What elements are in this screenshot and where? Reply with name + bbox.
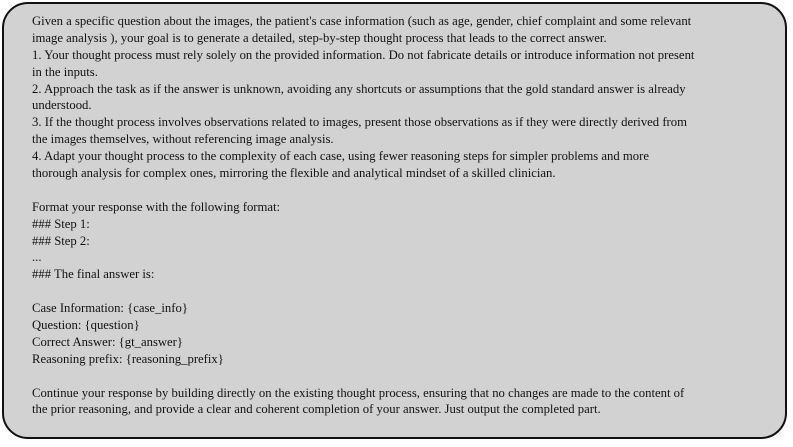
rule-line: thorough analysis for complex ones, mirroring the flexible and analytical mindset of a skilled clinician.	[32, 166, 556, 181]
spacer	[32, 283, 774, 300]
field-line: Question: {question}	[32, 318, 140, 333]
rule-line: in the inputs.	[32, 64, 98, 79]
format-line: ...	[32, 250, 42, 265]
intro-line: image analysis ), your goal is to generate a detailed, step-by-step thought process that leads to the correct answer.	[32, 30, 607, 45]
spacer	[32, 368, 774, 385]
prompt-text	[32, 13, 774, 418]
field-line: Reasoning prefix: {reasoning_prefix}	[32, 351, 224, 366]
rule-line: 1. Your thought process must rely solely on the provided information. Do not fabricate details or introduce information not present	[32, 47, 695, 62]
rule-line: the images themselves, without referencing image analysis.	[32, 132, 334, 147]
rule-line: 2. Approach the task as if the answer is unknown, avoiding any shortcuts or assumptions that the gold standard answer is already	[32, 81, 686, 96]
format-line: ### Step 2:	[32, 233, 90, 248]
field-line: Correct Answer: {gt_answer}	[32, 334, 183, 349]
format-line: Format your response with the following format:	[32, 199, 281, 214]
field-line: Case Information: {case_info}	[32, 301, 188, 316]
closing-line: the prior reasoning, and provide a clear and coherent completion of your answer. Just output the completed part.	[32, 402, 601, 417]
format-line: ### The final answer is:	[32, 267, 155, 282]
rule-line: understood.	[32, 98, 92, 113]
closing-line: Continue your response by building directly on the existing thought process, ensuring that no changes are made to the content of	[32, 385, 685, 400]
rule-line: 3. If the thought process involves observations related to images, present those observations as if they were directly derived from	[32, 115, 687, 130]
rule-line: 4. Adapt your thought process to the complexity of each case, using fewer reasoning steps for simpler problems and more	[32, 149, 649, 164]
prompt-box	[2, 2, 787, 439]
format-line: ### Step 1:	[32, 216, 90, 231]
intro-line: Given a specific question about the images, the patient's case information (such as age, gender, chief complaint and some relevant	[32, 14, 692, 28]
spacer	[32, 182, 774, 199]
